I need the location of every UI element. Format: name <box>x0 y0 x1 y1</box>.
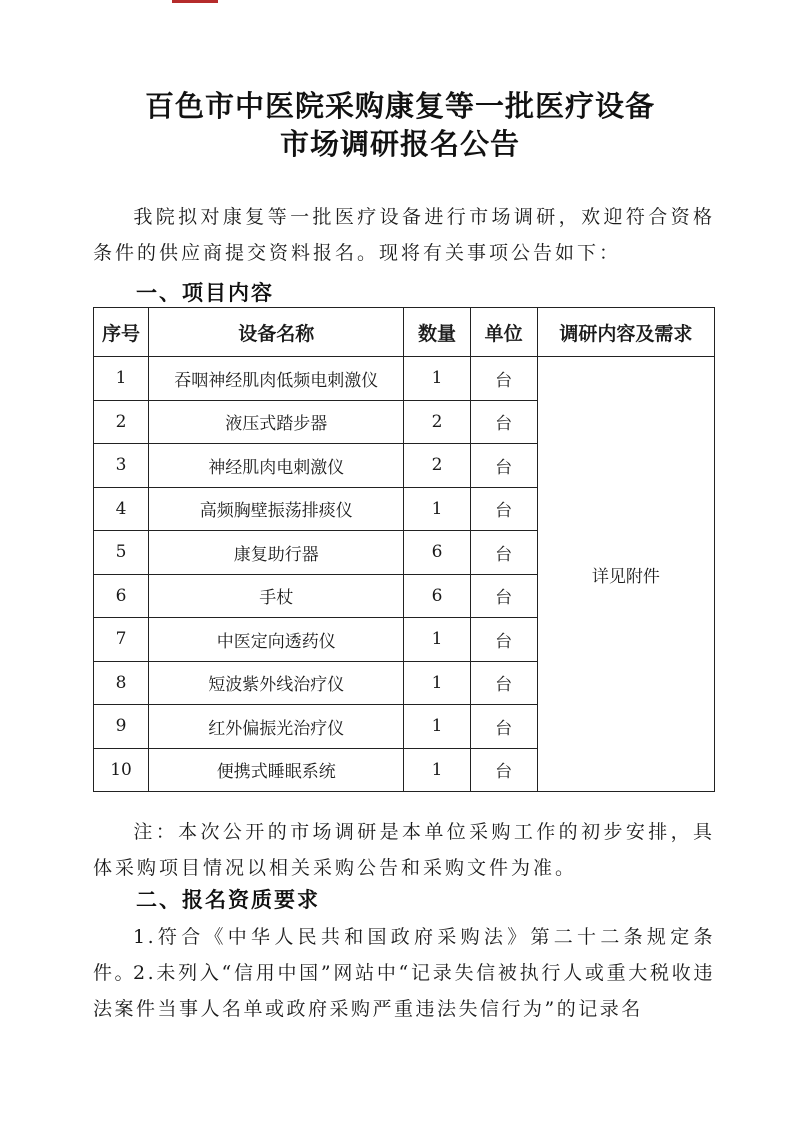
cell-no: 9 <box>94 705 149 749</box>
cell-name: 短波紫外线治疗仪 <box>149 661 404 705</box>
cell-name: 液压式踏步器 <box>149 400 404 444</box>
cell-qty: 1 <box>404 748 470 792</box>
cell-name: 吞咽神经肌肉低频电刺激仪 <box>149 357 404 401</box>
requirement-2 <box>93 955 715 1027</box>
cell-name: 红外偏振光治疗仪 <box>149 705 404 749</box>
title-line-2: 市场调研报名公告 <box>279 127 520 161</box>
cell-name: 便携式睡眠系统 <box>149 748 404 792</box>
cell-qty: 2 <box>404 444 470 488</box>
cell-name: 手杖 <box>149 574 404 618</box>
cell-no: 1 <box>94 357 149 401</box>
cell-name: 中医定向透药仪 <box>149 618 404 662</box>
cell-name: 神经肌肉电刺激仪 <box>149 444 404 488</box>
cell-qty: 1 <box>404 705 470 749</box>
cell-qty: 2 <box>404 400 470 444</box>
note-paragraph <box>93 814 715 886</box>
cell-requirements-merged: 详见附件 <box>537 357 714 792</box>
cell-unit: 台 <box>470 357 537 401</box>
header-unit: 单位 <box>470 308 537 357</box>
cell-no: 8 <box>94 661 149 705</box>
cell-no: 7 <box>94 618 149 662</box>
cell-unit: 台 <box>470 618 537 662</box>
cell-no: 6 <box>94 574 149 618</box>
cell-no: 5 <box>94 531 149 575</box>
cell-no: 10 <box>94 748 149 792</box>
requirement-2-text: 2.未列入“信用中国”网站中“记录失信被执行人或重大税收违法案件当事人名单或政府采购严重违法失信行为”的记录名 <box>93 962 715 1020</box>
cell-no: 3 <box>94 444 149 488</box>
red-header-mark <box>172 0 218 3</box>
cell-qty: 1 <box>404 487 470 531</box>
cell-unit: 台 <box>470 574 537 618</box>
title-line-1: 百色市中医院采购康复等一批医疗设备 <box>144 89 655 123</box>
header-name: 设备名称 <box>149 308 404 357</box>
intro-paragraph <box>93 199 715 271</box>
header-requirements: 调研内容及需求 <box>537 308 714 357</box>
cell-name: 高频胸壁振荡排痰仪 <box>149 487 404 531</box>
header-no: 序号 <box>94 308 149 357</box>
requirement-1-text: 1.符合《中华人民共和国政府采购法》第二十二条规定条件。 <box>93 926 715 984</box>
table-row <box>94 357 715 401</box>
table-header-row <box>94 308 715 357</box>
header-qty: 数量 <box>404 308 470 357</box>
cell-unit: 台 <box>470 705 537 749</box>
cell-unit: 台 <box>470 444 537 488</box>
intro-text: 我院拟对康复等一批医疗设备进行市场调研，欢迎符合资格条件的供应商提交资料报名。现将有关事项公告如下： <box>93 206 715 264</box>
cell-qty: 1 <box>404 618 470 662</box>
cell-no: 4 <box>94 487 149 531</box>
equipment-table <box>93 307 715 792</box>
section-heading-project: 一、项目内容 <box>136 280 274 305</box>
cell-qty: 6 <box>404 531 470 575</box>
cell-unit: 台 <box>470 748 537 792</box>
cell-qty: 1 <box>404 357 470 401</box>
cell-unit: 台 <box>470 400 537 444</box>
cell-no: 2 <box>94 400 149 444</box>
cell-unit: 台 <box>470 661 537 705</box>
cell-unit: 台 <box>470 531 537 575</box>
cell-name: 康复助行器 <box>149 531 404 575</box>
cell-qty: 6 <box>404 574 470 618</box>
note-text: 注：本次公开的市场调研是本单位采购工作的初步安排，具体采购项目情况以相关采购公告和采购文件为准。 <box>93 821 715 879</box>
cell-qty: 1 <box>404 661 470 705</box>
section-heading-qualification: 二、报名资质要求 <box>136 887 320 912</box>
cell-unit: 台 <box>470 487 537 531</box>
